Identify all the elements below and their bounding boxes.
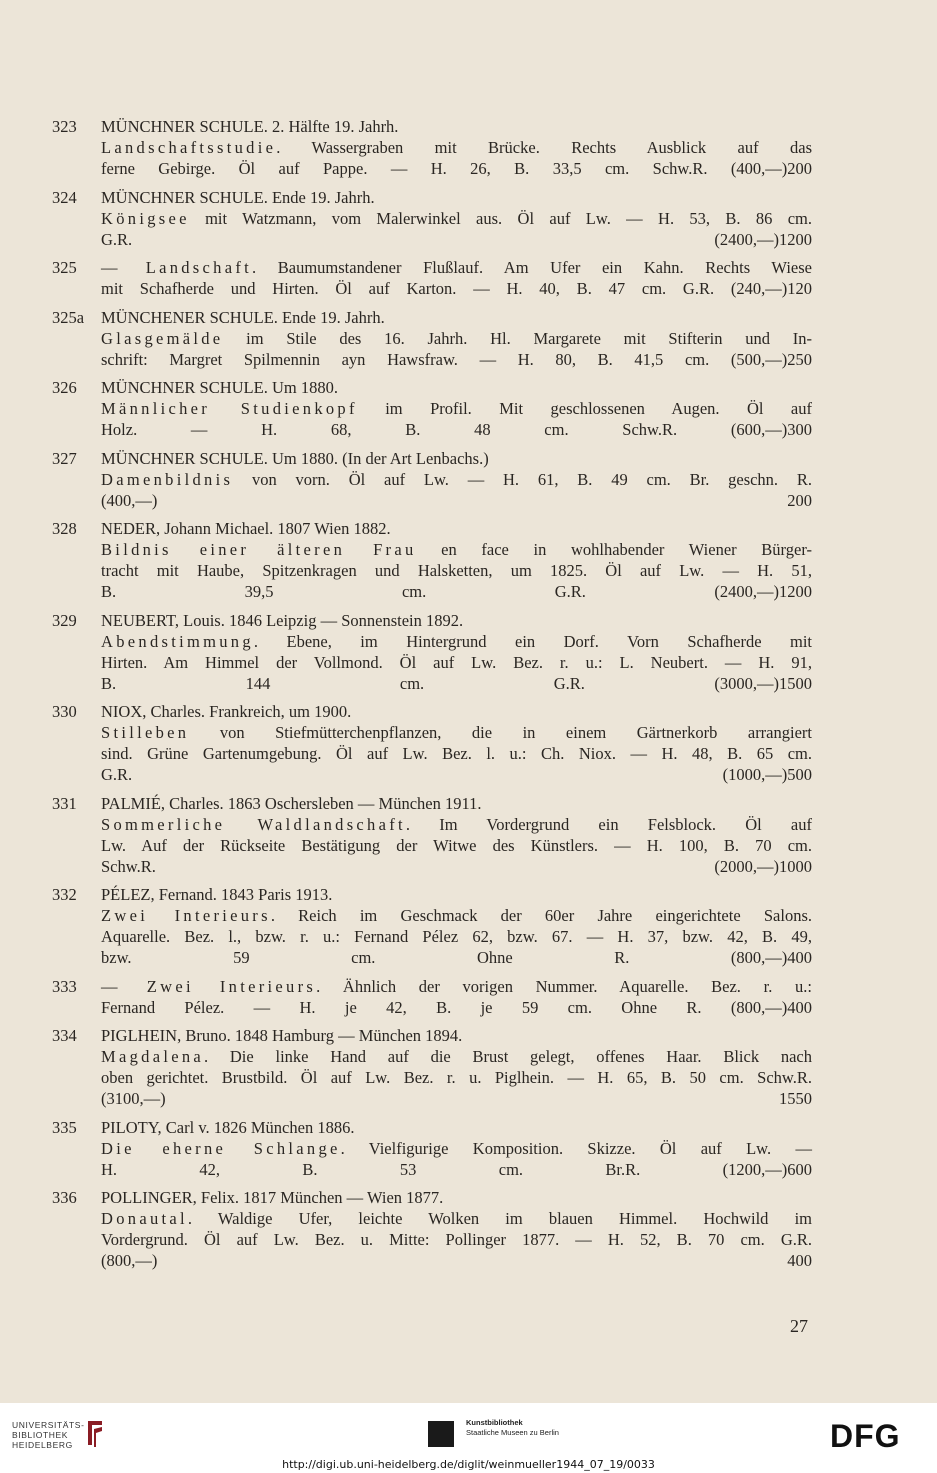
entry-body — [101, 793, 812, 877]
entry-text-line — [101, 1229, 812, 1250]
entry-estimate-price: 400 — [787, 997, 812, 1017]
entry-text-line — [101, 229, 812, 250]
entry-number: 325 — [52, 258, 77, 277]
entry-artist-heading: NEDER, Johann Michael. 1807 Wien 1882. — [101, 519, 391, 538]
entry-artist-heading: POLLINGER, Felix. 1817 München — Wien 1877. — [101, 1188, 444, 1207]
entry-number: 336 — [52, 1188, 77, 1207]
entry-description: . Baumumstandener Flußlauf. Am Ufer ein Kahn. Rechts Wiese — [252, 258, 812, 277]
entry-body — [101, 257, 812, 299]
entry-description: von vorn. Öl auf Lw. — H. 61, B. 49 cm. Br. geschn. R. — [233, 469, 812, 489]
entry-number: 332 — [52, 885, 77, 904]
entry-text-line — [101, 278, 812, 299]
entry-title: — Landschaft — [101, 258, 253, 277]
entry-body — [101, 976, 812, 1018]
entry-estimate-price: 600 — [787, 1159, 812, 1179]
entry-artist-heading: MÜNCHNER SCHULE. 2. Hälfte 19. Jahrh. — [101, 117, 399, 136]
entry-number: 334 — [52, 1026, 77, 1045]
entry-estimate-price: 1200 — [779, 229, 812, 249]
entry-number: 326 — [52, 378, 77, 397]
entry-text-line — [101, 997, 812, 1018]
entry-artist-heading: PIGLHEIN, Bruno. 1848 Hamburg — München 1894. — [101, 1026, 463, 1045]
ub-heidelberg-mark-icon — [84, 1417, 106, 1449]
entry-text-line — [101, 652, 812, 673]
entry-description: Schw.R. (2000,—) — [101, 856, 779, 876]
entry-title: Abendstimmung — [101, 631, 254, 651]
entry-text-line — [101, 560, 812, 581]
dfg-logo[interactable]: DFG — [830, 1418, 901, 1454]
entry-description: G.R. (1000,—) — [101, 765, 788, 784]
entry-title: Magdalena — [101, 1047, 204, 1066]
catalog-entry — [0, 976, 937, 1018]
kb-subtitle: Staatliche Museen zu Berlin — [466, 1428, 559, 1437]
catalog-entry — [0, 448, 937, 511]
entry-description: . Die linke Hand auf die Brust gelegt, offenes Haar. Blick nach — [204, 1047, 812, 1066]
entry-text-line — [101, 158, 812, 179]
entry-description: B. 39,5 cm. G.R. (2400,—) — [101, 582, 779, 601]
viewer-footer — [0, 1403, 937, 1473]
entry-estimate-price: 300 — [787, 420, 812, 439]
entry-number: 323 — [52, 117, 77, 136]
catalog-entry — [0, 701, 937, 785]
catalog-entry — [0, 793, 937, 877]
kunstbibliothek-label[interactable] — [466, 1418, 559, 1438]
page-number: 27 — [790, 1316, 808, 1336]
catalog-entry — [0, 610, 937, 694]
entry-description: (400,—) — [101, 490, 158, 510]
entry-description: . Vielfigurige Komposition. Skizze. Öl auf Lw. — — [340, 1138, 812, 1158]
entry-number: 330 — [52, 702, 77, 721]
entry-body — [101, 518, 812, 602]
entry-description: . Ebene, im Hintergrund ein Dorf. Vorn Schafherde mit — [253, 631, 812, 651]
entry-number: 327 — [52, 448, 77, 468]
catalog-entry — [0, 257, 937, 299]
entry-description: sind. Grüne Gartenumgebung. Öl auf Lw. Bez. l. u.: Ch. Niox. — H. 48, B. 65 cm. — [101, 744, 812, 763]
entry-artist-heading: PALMIÉ, Charles. 1863 Oschersleben — München 1911. — [101, 793, 482, 813]
entry-body — [101, 1187, 812, 1271]
entry-description: mit Watzmann, vom Malerwinkel aus. Öl auf Lw. — H. 53, B. 86 cm. — [189, 208, 812, 228]
entry-text-line — [101, 208, 812, 229]
entry-text-line — [101, 947, 812, 968]
entry-title: Männlicher Studienkopf — [101, 399, 358, 418]
entry-text-line — [101, 673, 812, 694]
entry-estimate-price: 500 — [787, 765, 812, 784]
entry-text-line — [101, 856, 812, 877]
entry-title: Zwei Interieurs — [101, 906, 271, 925]
entry-text-line — [101, 1088, 812, 1109]
entry-description: Holz. — H. 68, B. 48 cm. Schw.R. (600,—) — [101, 420, 788, 439]
entry-body — [101, 377, 812, 440]
entry-description: tracht mit Haube, Spitzenkragen und Halsketten, um 1825. Öl auf Lw. — H. 51, — [101, 561, 812, 580]
entry-artist-heading: NIOX, Charles. Frankreich, um 1900. — [101, 702, 352, 721]
catalog-entry — [0, 187, 937, 250]
entry-text-line — [101, 328, 812, 349]
entry-text-line — [101, 926, 812, 947]
entry-text-line — [101, 743, 812, 764]
entry-description: . Wassergraben mit Brücke. Rechts Ausblick auf das — [276, 138, 812, 157]
entry-body — [101, 307, 812, 370]
entry-estimate-price: 1000 — [779, 856, 812, 876]
source-url[interactable]: http://digi.ub.uni-heidelberg.de/diglit/weinmueller1944_07_19/0033 — [282, 1458, 655, 1471]
entry-estimate-price: 200 — [787, 490, 812, 510]
entry-body — [101, 116, 812, 179]
catalog-entry — [0, 1025, 937, 1109]
catalog-entry — [0, 307, 937, 370]
entry-text-line — [101, 1138, 812, 1159]
entry-number: 335 — [52, 1117, 77, 1137]
entry-text-line — [101, 1250, 812, 1271]
entry-estimate-price: 1550 — [779, 1089, 812, 1108]
entry-title: Die eherne Schlange — [101, 1138, 341, 1158]
entry-number: 331 — [52, 793, 77, 813]
entry-artist-heading: MÜNCHNER SCHULE. Um 1880. (In der Art Lenbachs.) — [101, 448, 489, 468]
entry-description: ferne Gebirge. Öl auf Pappe. — H. 26, B. 33,5 cm. Schw.R. (400,—) — [101, 159, 788, 178]
entry-description: von Stiefmütterchenpflanzen, die in einem Gärtnerkorb arrangiert — [189, 723, 812, 742]
catalog-entries — [0, 116, 937, 1279]
entry-text-line — [101, 581, 812, 602]
entry-text-line — [101, 257, 812, 278]
catalog-entry — [0, 1117, 937, 1180]
entry-artist-heading: MÜNCHNER SCHULE. Um 1880. — [101, 378, 338, 397]
entry-body — [101, 884, 812, 968]
catalog-entry — [0, 1187, 937, 1271]
entry-text-line — [101, 1159, 812, 1180]
entry-body — [101, 1117, 812, 1180]
catalog-entry — [0, 116, 937, 179]
entry-text-line — [101, 905, 812, 926]
entry-text-line — [101, 814, 812, 835]
entry-artist-heading: MÜNCHENER SCHULE. Ende 19. Jahrh. — [101, 307, 385, 327]
catalog-entry — [0, 377, 937, 440]
ub-logo-line: BIBLIOTHEK — [12, 1430, 69, 1440]
entry-estimate-price: 400 — [787, 948, 812, 967]
entry-title: Donautal — [101, 1209, 188, 1228]
entry-description: Lw. Auf der Rückseite Bestätigung der Witwe des Künstlers. — H. 100, B. 70 cm. — [101, 835, 812, 855]
entry-description: oben gerichtet. Brustbild. Öl auf Lw. Bez. r. u. Piglhein. — H. 65, B. 50 cm. Schw.R. — [101, 1068, 812, 1087]
entry-number: 325a — [52, 307, 85, 327]
entry-description: bzw. 59 cm. Ohne R. (800,—) — [101, 948, 788, 967]
entry-number: 328 — [52, 519, 77, 538]
entry-number: 333 — [52, 976, 77, 996]
entry-number: 324 — [52, 187, 77, 207]
entry-text-line — [101, 137, 812, 158]
entry-title: Bildnis einer älteren Frau — [101, 540, 417, 559]
entry-text-line — [101, 722, 812, 743]
entry-text-line — [101, 1046, 812, 1067]
entry-description: (3100,—) — [101, 1089, 166, 1108]
entry-title: — Zwei Interieurs — [101, 976, 317, 996]
entry-text-line — [101, 349, 812, 370]
entry-description: G.R. (2400,—) — [101, 229, 779, 249]
entry-description: Aquarelle. Bez. l., bzw. r. u.: Fernand Pélez 62, bzw. 67. — H. 37, bzw. 42, B. 49, — [101, 927, 812, 946]
kunstbibliothek-logo-icon — [428, 1421, 454, 1447]
ub-logo-line: UNIVERSITÄTS- — [12, 1420, 85, 1430]
entry-estimate-price: 250 — [787, 349, 812, 369]
ub-logo-line: HEIDELBERG — [12, 1440, 73, 1450]
entry-description: Hirten. Am Himmel der Vollmond. Öl auf Lw. Bez. r. u.: L. Neubert. — H. 91, — [101, 652, 812, 672]
entry-artist-heading: PÉLEZ, Fernand. 1843 Paris 1913. — [101, 885, 333, 904]
entry-body — [101, 448, 812, 511]
entry-description: (800,—) — [101, 1251, 158, 1270]
entry-title: Landschaftsstudie — [101, 138, 277, 157]
entry-description: . Ähnlich der vorigen Nummer. Aquarelle. Bez. r. u.: — [316, 976, 812, 996]
entry-description: . Reich im Geschmack der 60er Jahre eingerichtete Salons. — [270, 906, 812, 925]
entry-title: Sommerliche Waldlandschaft — [101, 814, 406, 834]
entry-title: Glasgemälde — [101, 328, 224, 348]
entry-description: en face in wohlhabender Wiener Bürger- — [416, 540, 812, 559]
entry-description: B. 144 cm. G.R. (3000,—) — [101, 673, 779, 693]
entry-text-line — [101, 419, 812, 440]
entry-text-line — [101, 539, 812, 560]
entry-estimate-price: 120 — [787, 279, 812, 298]
entry-artist-heading: PILOTY, Carl v. 1826 München 1886. — [101, 1117, 355, 1137]
entry-body — [101, 610, 812, 694]
entry-artist-heading: NEUBERT, Louis. 1846 Leipzig — Sonnenstein 1892. — [101, 610, 464, 630]
entry-description: mit Schafherde und Hirten. Öl auf Karton. — H. 40, B. 47 cm. G.R. (240,—) — [101, 279, 788, 298]
entry-description: im Stile des 16. Jahrh. Hl. Margarete mit Stifterin und In- — [223, 328, 812, 348]
entry-body — [101, 1025, 812, 1109]
entry-body — [101, 701, 812, 785]
entry-description: schrift: Margret Spilmennin ayn Hawsfraw. — H. 80, B. 41,5 cm. (500,—) — [101, 349, 788, 369]
entry-title: Stilleben — [101, 723, 190, 742]
entry-description: Fernand Pélez. — H. je 42, B. je 59 cm. Ohne R. (800,—) — [101, 997, 788, 1017]
entry-description: im Profil. Mit geschlossenen Augen. Öl auf — [357, 399, 812, 418]
entry-number: 329 — [52, 610, 77, 630]
entry-title: Damenbildnis — [101, 469, 234, 489]
entry-description: . Waldige Ufer, leichte Wolken im blauen Himmel. Hochwild im — [187, 1209, 812, 1228]
entry-estimate-price: 400 — [787, 1251, 812, 1270]
entry-text-line — [101, 631, 812, 652]
entry-estimate-price: 1200 — [779, 582, 812, 601]
entry-body — [101, 187, 812, 250]
entry-text-line — [101, 398, 812, 419]
entry-description: H. 42, B. 53 cm. Br.R. (1200,—) — [101, 1159, 788, 1179]
entry-description: Vordergrund. Öl auf Lw. Bez. u. Mitte: Pollinger 1877. — H. 52, B. 70 cm. G.R. — [101, 1230, 812, 1249]
entry-estimate-price: 200 — [787, 159, 812, 178]
entry-text-line — [101, 976, 812, 997]
entry-text-line — [101, 490, 812, 511]
entry-artist-heading: MÜNCHNER SCHULE. Ende 19. Jahrh. — [101, 187, 375, 207]
entry-text-line — [101, 1208, 812, 1229]
entry-text-line — [101, 469, 812, 490]
kb-title: Kunstbibliothek — [466, 1418, 523, 1427]
entry-text-line — [101, 1067, 812, 1088]
entry-text-line — [101, 764, 812, 785]
ub-heidelberg-logo[interactable] — [12, 1420, 85, 1450]
entry-text-line — [101, 835, 812, 856]
entry-title: Königsee — [101, 208, 190, 228]
entry-estimate-price: 1500 — [779, 673, 812, 693]
catalog-entry — [0, 884, 937, 968]
entry-description: . Im Vordergrund ein Felsblock. Öl auf — [405, 814, 812, 834]
catalog-entry — [0, 518, 937, 602]
